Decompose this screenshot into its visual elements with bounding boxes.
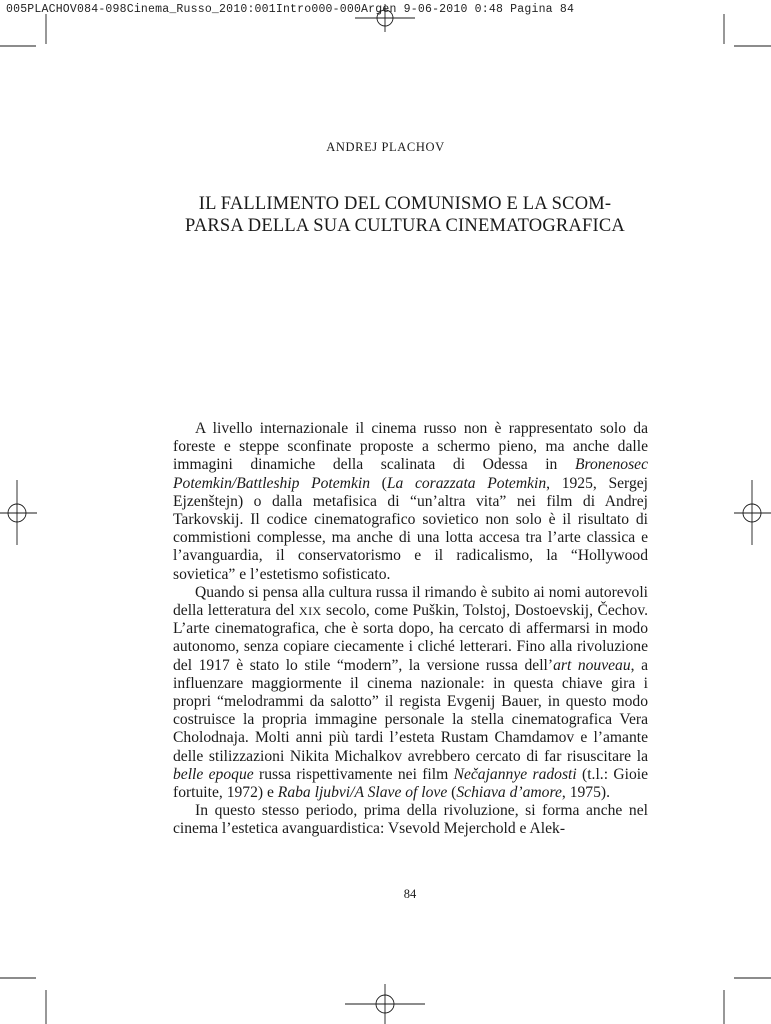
body-text <box>173 420 648 839</box>
author-name: ANDREJ PLACHOV <box>326 140 445 154</box>
chapter-title-line: PARSA DELLA SUA CULTURA CINEMATOGRAFICA <box>185 216 625 236</box>
page-number: 84 <box>403 887 417 901</box>
paragraph-2: Quando si pensa alla cultura russa il rimando è subito ai nomi autorevoli della letteratura del XIX secolo, come Puškin, Tolstoj, Dostoevskij, Čechov. L’arte cinematografica, che è sorta dopo, ha cercato di affermarsi in modo autonomo, senza copiare ciecamente i cliché letterari. Fino alla rivoluzione del 1917 è stato lo stile “modern”, la versione russa dell’art nouveau, a influenzare maggiormente il cinema nazionale: in questa chiave gira i propri “melodrammi da salotto” il regista Evgenij Bauer, in questo modo costruisce la propria immagine personale la stella cinematografica Vera Cholodnaja. Molti anni più tardi l’esteta Rustam Chamdamov e l’amante delle stilizzazioni Nikita Michalkov avrebbero cercato di far risuscitare la belle epoque russa rispettivamente nei film Nečajannye radosti (t.l.: Gioie fortuite, 1972) e Raba ljubvi/A Slave of love (Schiava d’amore, 1975). <box>173 583 649 802</box>
printer-slug-line: 005PLACHOV084-098Cinema_Russo_2010:001Intro000-000Argen 9-06-2010 0:48 Pagina 84 <box>6 3 575 16</box>
registration-mark-left <box>0 480 37 545</box>
chapter-title <box>160 193 650 237</box>
registration-mark-top <box>355 4 415 32</box>
registration-mark-bottom <box>345 984 425 1024</box>
paragraph-1: A livello internazionale il cinema russo non è rappresentato solo da foreste e steppe sconfinate proposte a schermo pieno, ma anche dalle immagini dinamiche della scalinata di Odessa in Bronenosec Potemkin/Battleship Potemkin (La corazzata Potemkin, 1925, Sergej Ejzenštejn) o dalla metafisica di “un’altra vita” nei film di Andrej Tarkovskij. Il codice cinematografico sovietico non solo è il risultato di commistioni complesse, ma anche di una lotta accesa tra l’arte classica e l’avanguardia, il conservatorismo e il radicalismo, la “Hollywood sovietica” e l’estetismo sofisticato. <box>173 420 648 583</box>
chapter-title-line: IL FALLIMENTO DEL COMUNISMO E LA SCOM- <box>198 194 612 214</box>
paragraph-3: In questo stesso periodo, prima della rivoluzione, si forma anche nel cinema l’estetica avanguardistica: Vsevold Mejerchold e Alek- <box>173 802 648 838</box>
registration-mark-right <box>734 480 771 545</box>
